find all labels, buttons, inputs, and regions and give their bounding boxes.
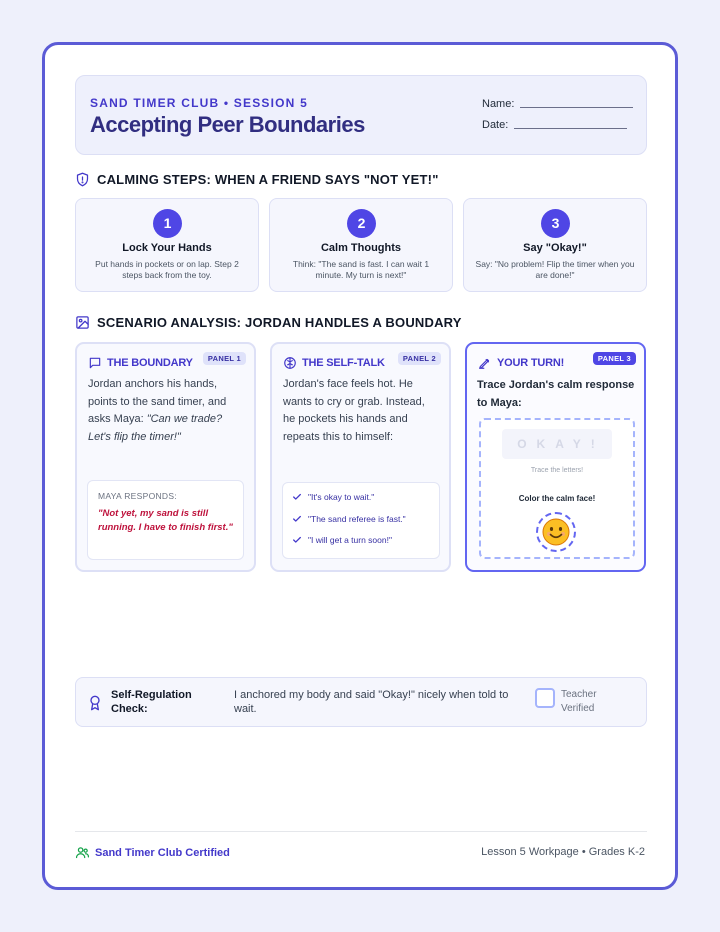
self-talk-item: "It's okay to wait."	[292, 492, 374, 502]
check-icon	[292, 492, 302, 502]
step-description: Think: "The sand is fast. I can wait 1 minute. My turn is next!"	[292, 259, 430, 280]
tracing-area[interactable]	[479, 418, 635, 559]
self-talk-item: "I will get a turn soon!"	[292, 535, 392, 545]
name-line[interactable]	[520, 107, 633, 108]
session-kicker: SAND TIMER CLUB • SESSION 5	[90, 96, 308, 110]
scenario-heading	[75, 315, 462, 330]
self-talk-item: "The sand referee is fast."	[292, 514, 406, 524]
self-talk-box	[282, 482, 440, 559]
trace-hint: Trace the letters!	[530, 467, 584, 474]
step-title: Say "Okay!"	[523, 242, 587, 254]
maya-response-box	[87, 480, 244, 560]
panel-body: Jordan's face feels hot. He wants to cry or grab. Instead, he pockets his hands and repeats this to himself:	[283, 378, 425, 443]
date-label: Date:	[482, 119, 509, 131]
smiley-face-icon	[542, 518, 570, 546]
page-title: Accepting Peer Boundaries	[90, 112, 365, 137]
date-field[interactable]	[482, 119, 627, 131]
name-label: Name:	[482, 98, 515, 110]
footer-left-text: Sand Timer Club Certified	[95, 846, 230, 859]
teacher-verified-label: Teacher Verified	[561, 689, 597, 714]
panel-title	[478, 356, 564, 370]
panel-body	[88, 376, 244, 446]
teacher-verified-checkbox[interactable]	[535, 688, 555, 708]
check-icon	[292, 514, 302, 524]
calming-heading	[75, 172, 439, 187]
step-card-3	[463, 198, 647, 292]
worksheet-page	[42, 42, 678, 890]
speech-bubble-icon	[88, 356, 102, 370]
calming-heading-text: CALMING STEPS: WHEN A FRIEND SAYS "NOT YET!"	[97, 172, 439, 187]
step-title: Calm Thoughts	[320, 242, 402, 254]
jordan-quote: "Can we trade? Let's flip the timer!"	[88, 413, 223, 443]
panel-title-text: THE BOUNDARY	[107, 357, 193, 369]
panel-badge: PANEL 2	[398, 352, 441, 365]
panel-text: Jordan anchors his hands, points to the sand timer, and asks Maya:	[88, 378, 227, 425]
panel-badge: PANEL 3	[593, 352, 636, 365]
trace-prompt: Trace Jordan's calm response to Maya:	[477, 379, 635, 409]
step-number: 3	[541, 209, 570, 238]
footer-divider	[75, 831, 647, 832]
panel-title	[88, 356, 193, 370]
footer-lesson-info: Lesson 5 Workpage • Grades K-2	[481, 846, 645, 858]
maya-quote: "Not yet, my sand is still running. I have to finish first."	[98, 508, 233, 533]
header-card	[75, 75, 647, 155]
panel-badge: PANEL 1	[203, 352, 246, 365]
panel-boundary	[75, 342, 256, 572]
maya-label: MAYA RESPONDS:	[98, 491, 177, 501]
check-label: Self-Regulation Check:	[111, 689, 192, 715]
calm-face-coloring[interactable]	[536, 512, 576, 552]
self-regulation-check	[75, 677, 647, 727]
panel-title	[283, 356, 385, 370]
panel-self-talk	[270, 342, 451, 572]
date-line[interactable]	[514, 128, 627, 129]
pen-icon	[478, 356, 492, 370]
image-icon	[75, 315, 90, 330]
step-card-1	[75, 198, 259, 292]
check-icon	[292, 535, 302, 545]
name-field[interactable]	[482, 98, 633, 110]
panel-title-text: YOUR TURN!	[497, 357, 565, 369]
panel-your-turn	[465, 342, 646, 572]
step-description: Say: "No problem! Flip the timer when you are done!"	[475, 259, 635, 280]
step-card-2	[269, 198, 453, 292]
check-statement: I anchored my body and said "Okay!" nicely when told to wait.	[234, 689, 509, 715]
step-number: 2	[347, 209, 376, 238]
scenario-heading-text: SCENARIO ANALYSIS: JORDAN HANDLES A BOUNDARY	[97, 315, 462, 330]
color-face-label: Color the calm face!	[518, 494, 596, 503]
award-icon	[87, 694, 103, 712]
step-title: Lock Your Hands	[122, 242, 212, 254]
footer-certified	[75, 845, 230, 860]
step-number: 1	[153, 209, 182, 238]
panel-title-text: THE SELF-TALK	[302, 357, 385, 369]
users-icon	[75, 845, 90, 860]
brain-icon	[283, 356, 297, 370]
trace-letters[interactable]: OKAY!	[502, 429, 612, 459]
shield-icon	[75, 172, 90, 187]
step-description: Put hands in pockets or on lap. Step 2 steps back from the toy.	[95, 259, 239, 280]
